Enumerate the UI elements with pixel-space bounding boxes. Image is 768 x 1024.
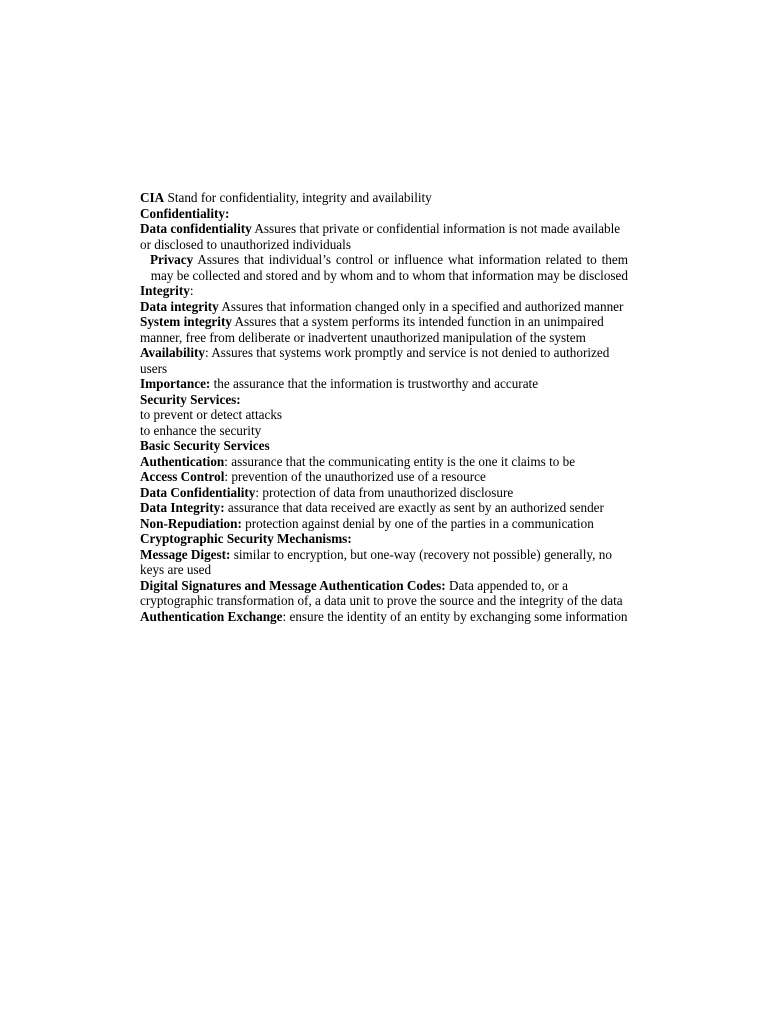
- term-data-confidentiality-service: Data Confidentiality: [140, 484, 256, 500]
- paragraph-data-integrity-service: [140, 500, 628, 516]
- line-enhance-security: to enhance the security: [140, 422, 262, 438]
- term-access-control: Access Control: [140, 469, 225, 484]
- term-cia: CIA: [140, 190, 165, 205]
- paragraph-data-confidentiality: [140, 221, 628, 252]
- paragraph-message-digest: [140, 547, 628, 578]
- definition-authentication-exchange: : ensure the identity of an entity by exchanging some information: [282, 608, 628, 624]
- document-body: [140, 190, 628, 624]
- definition-non-repudiation: protection against denial by one of the parties in a communication: [245, 515, 594, 531]
- definition-cia: Stand for confidentiality, integrity and availability: [167, 190, 432, 205]
- paragraph-authentication: [140, 454, 628, 470]
- definition-data-confidentiality: Assures that private or confidential information is not made available or disclosed to unauthorized individuals: [140, 221, 621, 252]
- term-integrity: Integrity: [140, 283, 190, 298]
- paragraph-data-confidentiality-service: [140, 485, 628, 501]
- paragraph-authentication-exchange: [140, 609, 628, 625]
- paragraph-system-integrity: [140, 314, 628, 345]
- term-cryptographic-mechanisms: Cryptographic Security Mechanisms:: [140, 531, 352, 546]
- heading-confidentiality: [140, 206, 628, 222]
- definition-importance: the assurance that the information is trustworthy and accurate: [213, 376, 539, 391]
- heading-integrity: Integrity:: [140, 283, 194, 298]
- term-data-integrity: Data integrity: [140, 298, 219, 314]
- term-digital-signatures: Digital Signatures and Message Authentication Codes:: [140, 577, 446, 593]
- paragraph-importance: [140, 376, 628, 392]
- term-system-integrity: System integrity: [140, 314, 232, 329]
- paragraph-privacy: [140, 252, 628, 283]
- term-message-digest: Message Digest:: [140, 546, 231, 562]
- definition-data-integrity-service: assurance that data received are exactly as sent by an authorized sender: [227, 500, 604, 515]
- term-authentication: Authentication: [140, 453, 225, 469]
- definition-availability: : Assures that systems work promptly and service is not denied to authorized users: [140, 345, 610, 376]
- term-basic-security-services: Basic Security Services: [140, 438, 270, 453]
- term-data-integrity-service: Data Integrity:: [140, 500, 225, 515]
- definition-data-integrity: Assures that information changed only in a specified and authorized manner: [221, 298, 624, 314]
- term-privacy: Privacy: [150, 252, 194, 267]
- paragraph-access-control: [140, 469, 628, 485]
- heading-basic-security-services: [140, 438, 628, 454]
- term-confidentiality: Confidentiality:: [140, 205, 230, 221]
- paragraph-cia: [140, 190, 628, 206]
- line-prevent-attacks: to prevent or detect attacks: [140, 407, 283, 422]
- definition-system-integrity: Assures that a system performs its intended function in an unimpaired manner, free from deliberate or inadvertent unauthorized manipulation of the system: [140, 314, 604, 345]
- definition-digital-signatures: Data appended to, or a cryptographic transformation of, a data unit to prove the source and the integrity of the data: [140, 577, 623, 608]
- paragraph-availability: [140, 345, 628, 376]
- definition-access-control: : prevention of the unauthorized use of a resource: [224, 469, 486, 484]
- definition-message-digest: similar to encryption, but one-way (recovery not possible) generally, no keys are used: [140, 546, 612, 577]
- paragraph-non-repudiation: [140, 516, 628, 532]
- term-authentication-exchange: Authentication Exchange: [140, 608, 283, 624]
- heading-security-services: [140, 392, 628, 408]
- heading-cryptographic-mechanisms: [140, 531, 628, 547]
- term-data-confidentiality: Data confidentiality: [140, 221, 252, 236]
- term-availability: Availability: [140, 345, 205, 360]
- term-non-repudiation: Non-Repudiation:: [140, 515, 242, 531]
- paragraph-digital-signatures: [140, 578, 628, 609]
- term-importance: Importance:: [140, 376, 211, 391]
- term-security-services: Security Services:: [140, 391, 241, 407]
- paragraph-data-integrity: [140, 299, 628, 315]
- definition-privacy: Assures that individual’s control or influence what information related to them may be collected and stored and by whom and to whom that information may be disclosed: [150, 252, 628, 283]
- definition-data-confidentiality-service: : protection of data from unauthorized disclosure: [255, 484, 514, 500]
- definition-authentication: : assurance that the communicating entity is the one it claims to be: [224, 453, 576, 469]
